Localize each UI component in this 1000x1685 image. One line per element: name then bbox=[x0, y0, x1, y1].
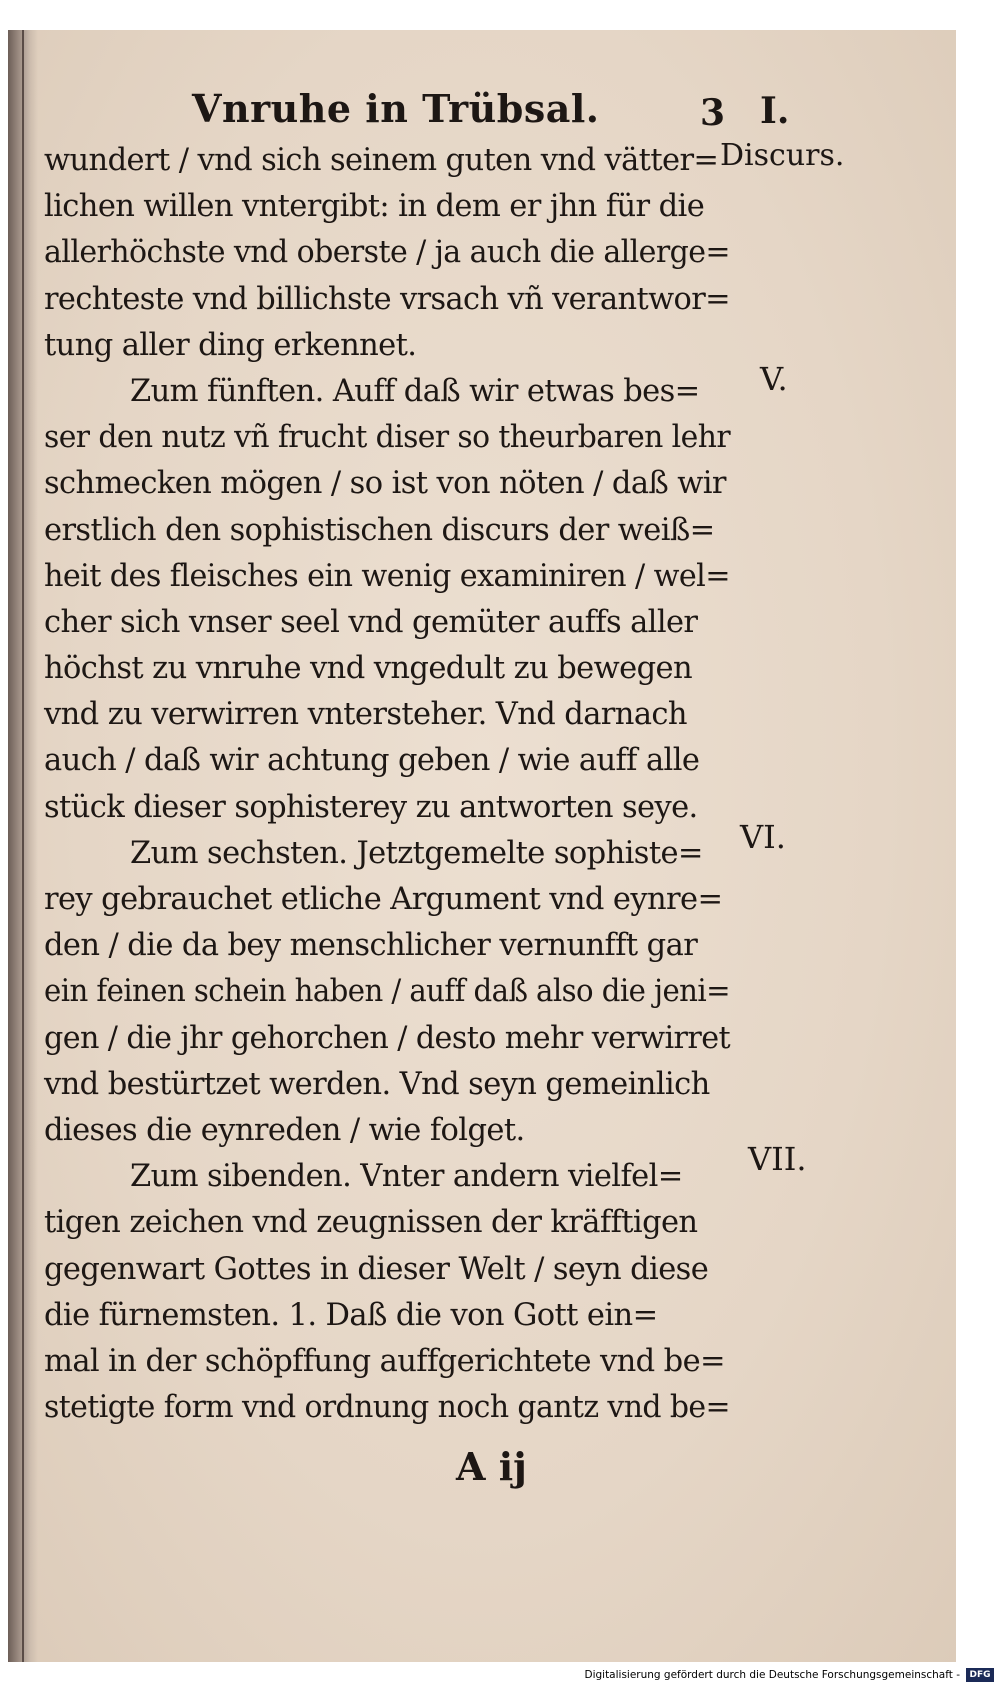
text-line: ser den nutz vñ frucht diser so theurbaren lehr bbox=[44, 420, 730, 456]
text-line: wundert / vnd sich seinem guten vnd vätter= bbox=[44, 143, 719, 178]
text-line: erstlich den sophistischen discurs der weiß= bbox=[44, 512, 715, 548]
text-line: vnd bestürtzet werden. Vnd seyn gemeinlich bbox=[44, 1066, 710, 1102]
text-line: vnd zu verwirren vntersteher. Vnd darnach bbox=[44, 697, 687, 733]
text-line: die fürnemsten. 1. Daß die von Gott ein= bbox=[44, 1297, 658, 1333]
body-text bbox=[44, 138, 730, 1431]
digitization-credit: Digitalisierung gefördert durch die Deutsche Forschungsgemeinschaft - bbox=[584, 1669, 960, 1681]
text-line: heit des fleisches ein wenig examiniren / wel= bbox=[44, 558, 730, 594]
text-line: tung aller ding erkennet. bbox=[44, 327, 417, 363]
text-line: auch / daß wir achtung geben / wie auff alle bbox=[44, 743, 700, 779]
text-line: rey gebrauchet etliche Argument vnd eynre= bbox=[44, 882, 723, 917]
text-line: Zum sechsten. Jetztgemelte sophiste= bbox=[130, 835, 703, 871]
text-line: schmecken mögen / so ist von nöten / daß wir bbox=[44, 466, 726, 502]
signature-mark: A ij bbox=[456, 1444, 527, 1489]
text-line: den / die da bey menschlicher vernunfft gar bbox=[44, 928, 698, 964]
text-line: stetigte form vnd ordnung noch gantz vnd be= bbox=[44, 1390, 730, 1426]
text-line: cher sich vnser seel vnd gemüter auffs aller bbox=[44, 604, 698, 640]
dfg-logo: DFG bbox=[966, 1668, 994, 1682]
running-head bbox=[44, 82, 730, 138]
text-line: rechteste vnd billichste vrsach vñ verantwor= bbox=[44, 281, 730, 317]
margin-section-v: V. bbox=[760, 360, 788, 398]
page-number: 3 bbox=[700, 92, 726, 134]
text-line: tigen zeichen vnd zeugnissen der kräfftigen bbox=[44, 1205, 698, 1241]
scanned-page bbox=[8, 30, 956, 1662]
text-line: allerhöchste vnd oberste / ja auch die allerge= bbox=[44, 235, 730, 271]
text-line: lichen willen vntergibt: in dem er jhn für die bbox=[44, 189, 705, 225]
text-line: Zum sibenden. Vnter andern vielfel= bbox=[130, 1159, 683, 1195]
text-line: dieses die eynreden / wie folget. bbox=[44, 1112, 525, 1148]
text-line: ein feinen schein haben / auff daß also die jeni= bbox=[44, 974, 730, 1010]
margin-discurs-number: I. bbox=[760, 90, 790, 132]
text-line: stück dieser sophisterey zu antworten seye. bbox=[44, 789, 698, 825]
text-line: mal in der schöpffung auffgerichtete vnd be= bbox=[44, 1343, 726, 1379]
text-line: höchst zu vnruhe vnd vngedult zu bewegen bbox=[44, 651, 692, 687]
margin-section-vi: VI. bbox=[740, 818, 786, 856]
spine-line bbox=[22, 30, 24, 1662]
margin-discurs-label: Discurs. bbox=[720, 138, 845, 173]
text-line: Zum fünften. Auff daß wir etwas bes= bbox=[130, 373, 700, 409]
text-line: gen / die jhr gehorchen / desto mehr verwirret bbox=[44, 1020, 730, 1056]
text-block bbox=[44, 82, 730, 1431]
text-line: gegenwart Gottes in dieser Welt / seyn diese bbox=[44, 1251, 709, 1287]
running-title: Vnruhe in Trübsal. bbox=[192, 86, 600, 131]
margin-section-vii: VII. bbox=[748, 1140, 807, 1178]
